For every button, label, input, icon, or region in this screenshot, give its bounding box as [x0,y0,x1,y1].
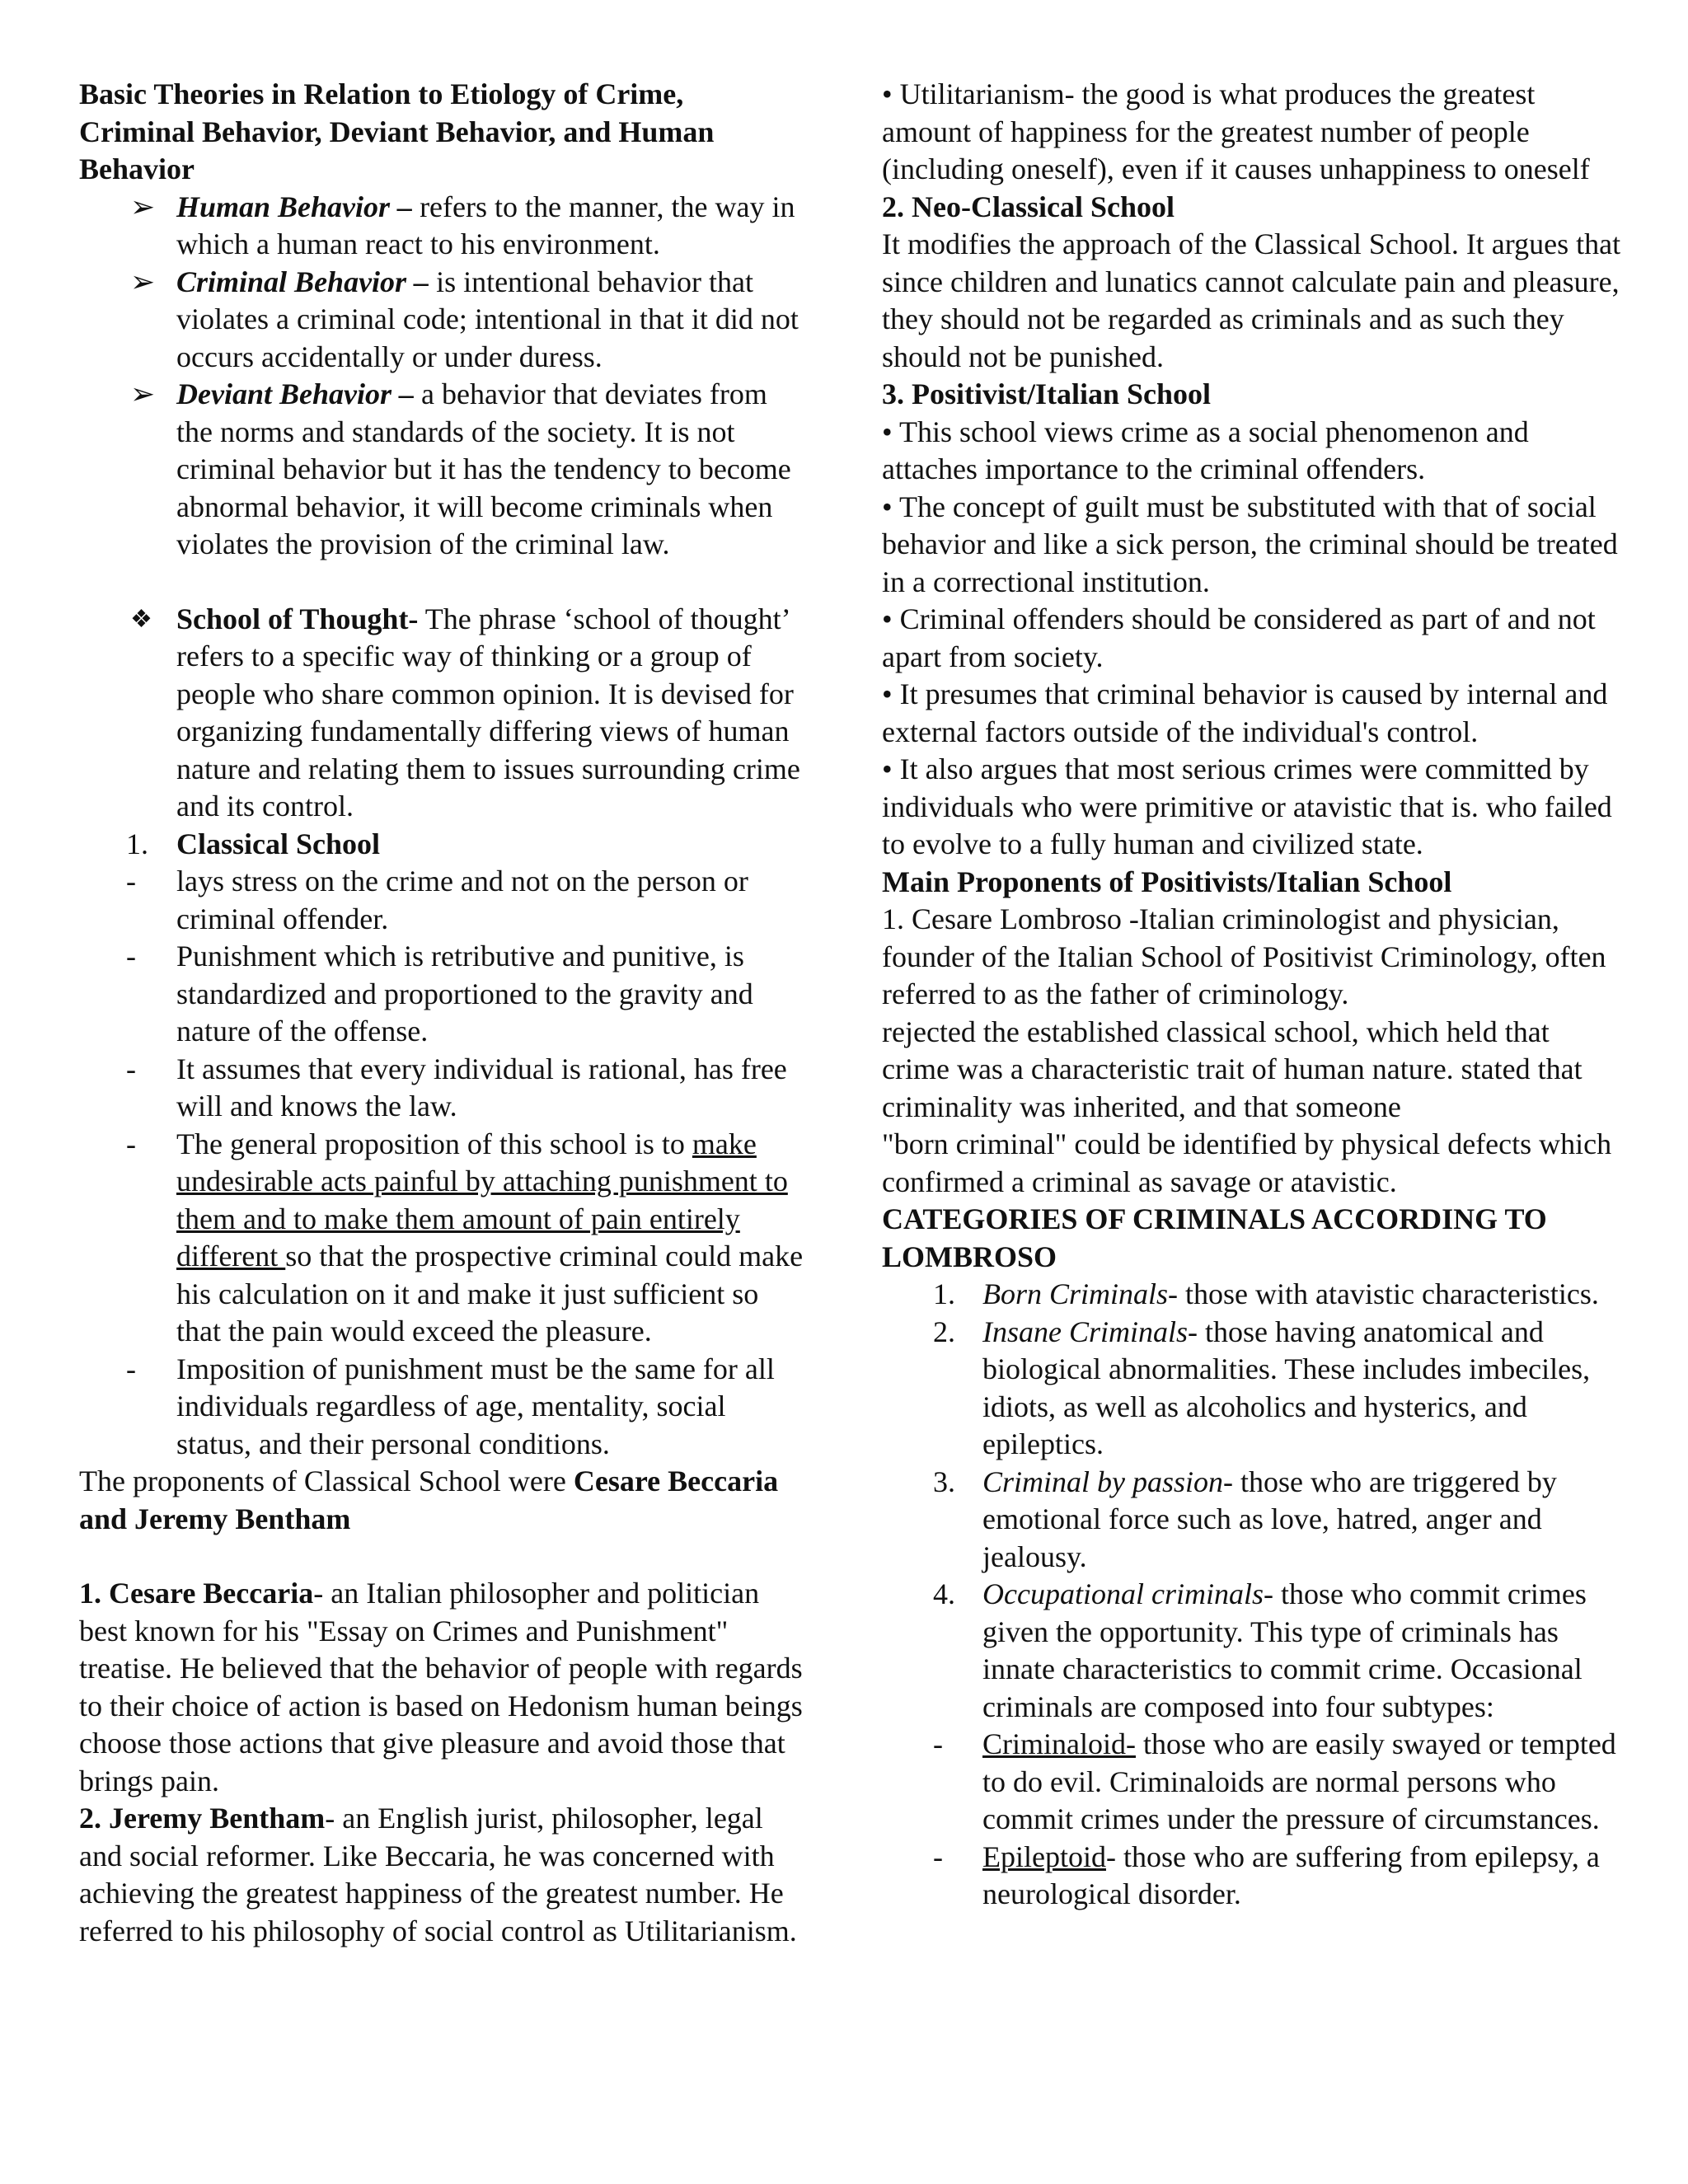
list-item: • Criminal offenders should be considered as part of and not apart from society. [882,602,1596,673]
definition-deviant-behavior: ➢ Deviant Behavior – a behavior that deviates from the norms and standards of the society. It is not criminal behavior but it has the tendency to become abnormal behavior, it will become criminals when violates the provision of the criminal law. [130,377,791,560]
list-item: - Imposition of punishment must be the same for all individuals regardless of age, mentality, social status, and their personal conditions. [126,1352,775,1460]
right-column [882,76,1624,1914]
utilitarianism-paragraph: • Utilitarianism- the good is what produces the greatest amount of happiness for the greatest number of people (including oneself), even if it causes unhappiness to oneself [882,77,1590,185]
lombroso-paragraph: 1. Cesare Lombroso -Italian criminologist and physician, founder of the Italian School of Positivist Criminology, often referred to as the father of criminology. [882,902,1606,1010]
arrow-bullet-icon: ➢ [130,190,156,223]
list-item: - Punishment which is retributive and punitive, is standardized and proportioned to the gravity and nature of the offense. [126,940,753,1047]
category-occupational-criminals: 4. Occupational criminals- those who commit crimes given the opportunity. This type of criminals has innate characteristics to commit crime. Occasional criminals are composed into four subtypes: [933,1577,1587,1723]
diamond-bullet-icon: ❖ [130,605,152,633]
category-insane-criminals: 2. Insane Criminals- those having anatomical and biological abnormalities. These includes imbeciles, idiots, as well as alcoholics and hysterics, and epileptics. [933,1315,1591,1460]
document-title: Basic Theories in Relation to Etiology of Crime, Criminal Behavior, Deviant Behavior, and Human Behavior [79,77,715,185]
beccaria-paragraph: 1. Cesare Beccaria- an Italian philosopher and politician best known for his "Essay on Crimes and Punishment" treatise. He believed that the behavior of people with regards to their choice of action is based on Hedonism human beings choose those actions that give pleasure and avoid those that brings pain. [79,1577,803,1797]
subtype-criminaloid: - Criminaloid- those who are easily swayed or tempted to do evil. Criminaloids are normal persons who commit crimes under the pressure of circumstances. [933,1727,1616,1835]
list-item: • This school views crime as a social phenomenon and attaches importance to the criminal offenders. [882,415,1529,485]
subtype-epileptoid: - Epileptoid- those who are suffering from epilepsy, a neurological disorder. [933,1840,1600,1910]
list-item: • It presumes that criminal behavior is caused by internal and external factors outside of the individual's control. [882,677,1608,748]
neo-classical-heading: 2. Neo-Classical School [882,190,1175,223]
left-column [79,76,804,1950]
school-of-thought: ❖ School of Thought- The phrase ‘school of thought’ refers to a specific way of thinking or a group of people who share common opinion. It is devised for organizing fundamentally differing views of human nature and relating them to issues surrounding crime and its control. [130,602,800,823]
arrow-bullet-icon: ➢ [130,265,156,298]
neo-classical-paragraph: It modifies the approach of the Classical School. It argues that since children and lunatics cannot calculate pain and pleasure, they should not be regarded as criminals and as such they should not be punished. [882,227,1621,373]
categories-heading: CATEGORIES OF CRIMINALS ACCORDING TO LOMBROSO [882,1202,1547,1273]
category-born-criminals: 1. Born Criminals- those with atavistic characteristics. [933,1277,1599,1310]
category-criminal-by-passion: 3. Criminal by passion- those who are triggered by emotional force such as love, hatred, anger and jealousy. [933,1465,1557,1573]
list-item: • It also argues that most serious crimes were committed by individuals who were primitive or atavistic that is. who failed to evolve to a fully human and civilized state. [882,752,1612,860]
main-proponents-heading: Main Proponents of Positivists/Italian School [882,865,1452,898]
definition-criminal-behavior: ➢ Criminal Behavior – is intentional behavior that violates a criminal code; intentional in that it did not occurs accidentally or under duress. [130,265,799,373]
list-item: • The concept of guilt must be substituted with that of social behavior and like a sick person, the criminal should be treated in a correctional institution. [882,490,1618,598]
lombroso-paragraph: rejected the established classical school, which held that crime was a characteristic trait of human nature. stated that criminality was inherited, and that someone [882,1015,1582,1123]
list-item: - The general proposition of this school is to make undesirable acts painful by attaching punishment to them and to make them amount of pain entirely different so that the prospective criminal could make his calculation on it and make it just sufficient so that the pain would exceed the pleasure. [126,1127,804,1347]
classical-school-heading: 1. Classical School [126,827,381,860]
bentham-paragraph: 2. Jeremy Bentham- an English jurist, philosopher, legal and social reformer. Like Beccaria, he was concerned with achieving the greatest happiness of the greatest number. He referred to his philosophy of social control as Utilitarianism. [79,1802,797,1947]
proponents-paragraph: The proponents of Classical School were Cesare Beccaria and Jeremy Bentham [79,1465,779,1535]
list-item: - It assumes that every individual is rational, has free will and knows the law. [126,1052,787,1122]
lombroso-paragraph: "born criminal" could be identified by physical defects which confirmed a criminal as savage or atavistic. [882,1127,1612,1198]
positivist-heading: 3. Positivist/Italian School [882,377,1212,410]
arrow-bullet-icon: ➢ [130,377,156,410]
list-item: - lays stress on the crime and not on the person or criminal offender. [126,865,748,935]
definition-human-behavior: ➢ Human Behavior – refers to the manner, the way in which a human react to his environment. [130,190,795,260]
